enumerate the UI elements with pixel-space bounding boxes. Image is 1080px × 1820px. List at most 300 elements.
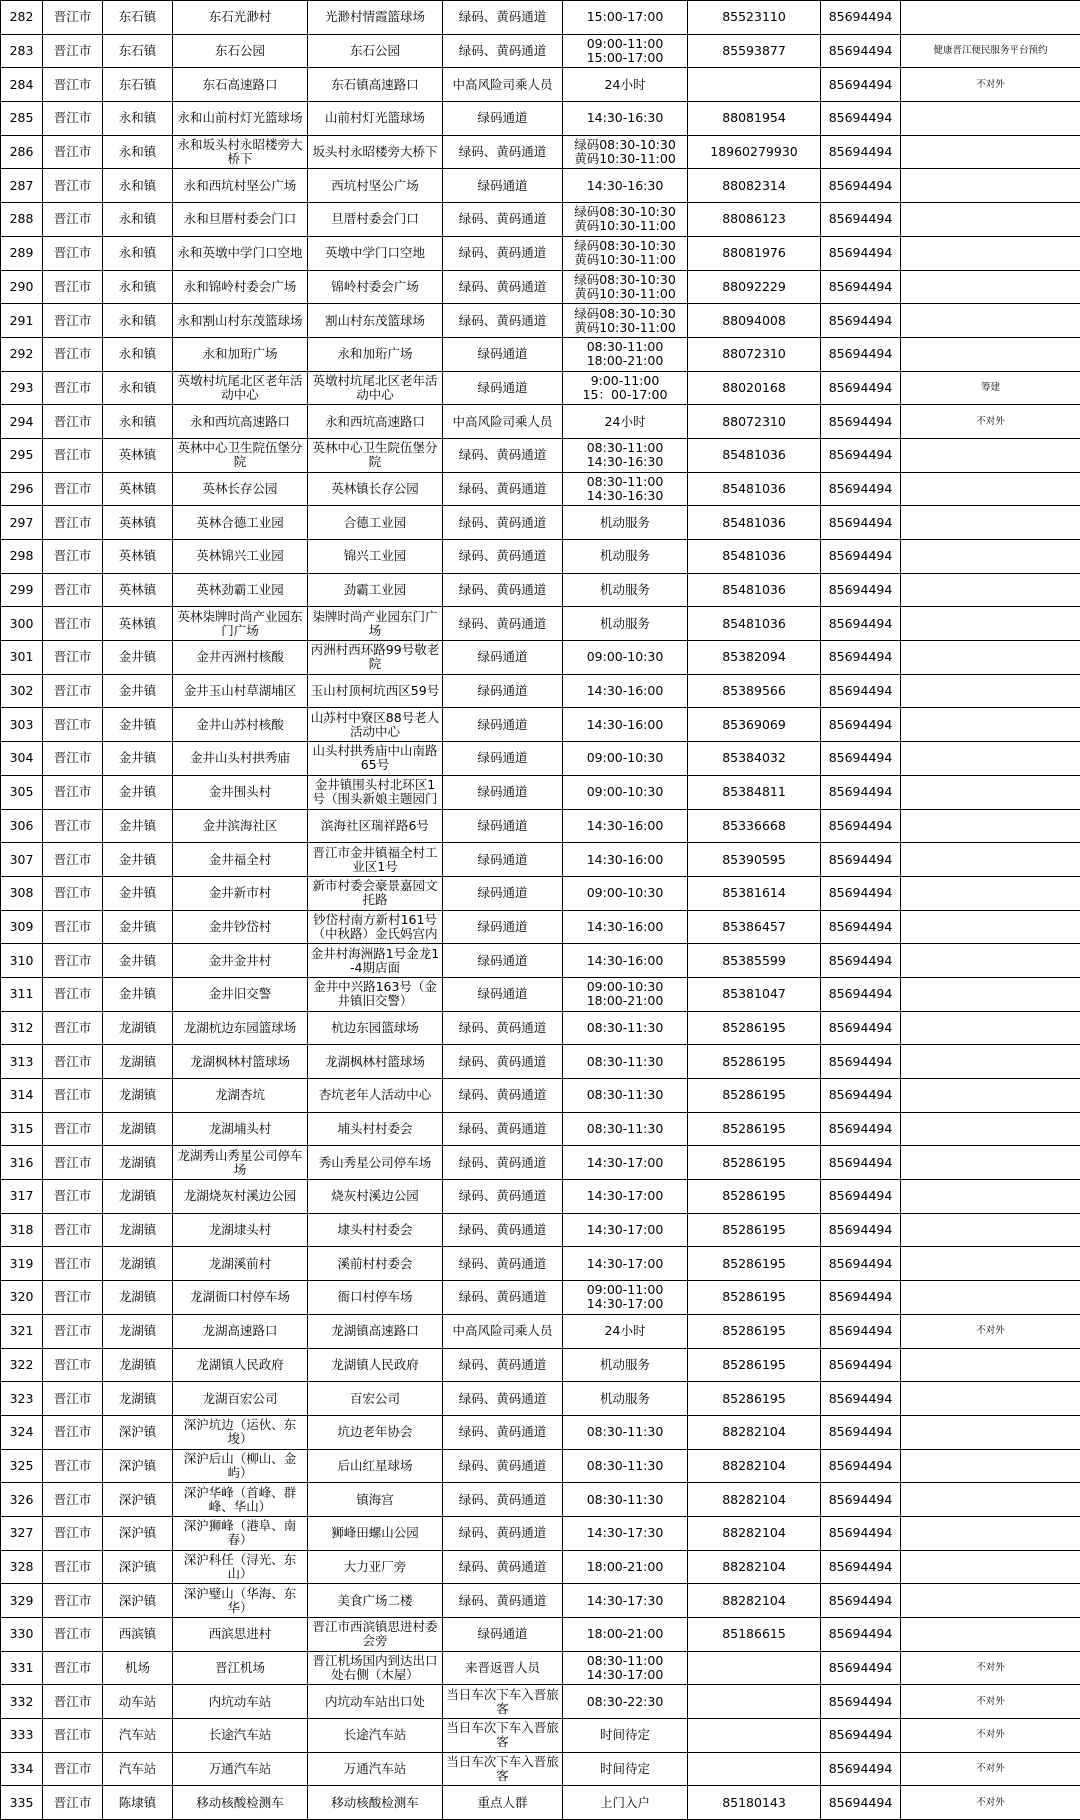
site-address-cell: 柒牌时尚产业园东门广场 — [308, 607, 443, 641]
town-cell: 龙湖镇 — [103, 1348, 173, 1382]
town-cell: 龙湖镇 — [103, 1079, 173, 1113]
supervision-phone-cell: 85694494 — [821, 1079, 901, 1113]
table-row — [1, 472, 1080, 506]
contact-phone-cell: 85286195 — [688, 1180, 821, 1214]
remark-cell — [901, 1584, 1080, 1618]
city-cell: 晋江市 — [43, 607, 103, 641]
city-cell: 晋江市 — [43, 68, 103, 102]
channel-type-cell: 绿码、黄码通道 — [443, 270, 563, 304]
channel-type-cell: 绿码、黄码通道 — [443, 540, 563, 574]
row-number-cell: 306 — [1, 809, 43, 843]
service-hours-cell: 24小时 — [563, 68, 688, 102]
site-address-cell: 永和西坑高速路口 — [308, 405, 443, 439]
town-cell: 深沪镇 — [103, 1449, 173, 1483]
remark-cell — [901, 1045, 1080, 1079]
table-row — [1, 438, 1080, 472]
site-name-cell: 永和西坑村坚公广场 — [173, 169, 308, 203]
service-hours-cell: 15:00-17:00 — [563, 1, 688, 35]
town-cell: 金井镇 — [103, 809, 173, 843]
site-name-cell: 龙湖杏坑 — [173, 1079, 308, 1113]
table-row — [1, 169, 1080, 203]
remark-cell — [901, 674, 1080, 708]
site-address-cell: 钞岱村南方新村161号（中秋路）金氏妈宫内 — [308, 910, 443, 944]
contact-phone-cell: 85481036 — [688, 573, 821, 607]
table-row — [1, 1348, 1080, 1382]
city-cell: 晋江市 — [43, 1651, 103, 1685]
site-name-cell: 金井玉山村草湖埔区 — [173, 674, 308, 708]
city-cell: 晋江市 — [43, 1516, 103, 1550]
city-cell: 晋江市 — [43, 843, 103, 877]
table-row — [1, 270, 1080, 304]
channel-type-cell: 绿码通道 — [443, 102, 563, 136]
remark-cell — [901, 472, 1080, 506]
contact-phone-cell: 85336668 — [688, 809, 821, 843]
remark-cell: 不对外 — [901, 1314, 1080, 1348]
remark-cell: 不对外 — [901, 1719, 1080, 1753]
remark-cell — [901, 1550, 1080, 1584]
site-name-cell: 龙湖衙口村停车场 — [173, 1281, 308, 1315]
row-number-cell: 326 — [1, 1483, 43, 1517]
table-row — [1, 1314, 1080, 1348]
service-hours-cell: 24小时 — [563, 1314, 688, 1348]
service-hours-cell: 14:30-17:00 — [563, 1213, 688, 1247]
site-name-cell: 深沪华峰（首峰、群峰、华山） — [173, 1483, 308, 1517]
contact-phone-cell: 85286195 — [688, 1314, 821, 1348]
channel-type-cell: 当日车次下车入晋旅客 — [443, 1685, 563, 1719]
table-row — [1, 1516, 1080, 1550]
remark-cell — [901, 876, 1080, 910]
channel-type-cell: 中高风险司乘人员 — [443, 405, 563, 439]
row-number-cell: 323 — [1, 1382, 43, 1416]
city-cell: 晋江市 — [43, 1584, 103, 1618]
table-row — [1, 1786, 1080, 1820]
site-name-cell: 永和旦厝村委会门口 — [173, 203, 308, 237]
supervision-phone-cell: 85694494 — [821, 169, 901, 203]
contact-phone-cell: 88081976 — [688, 236, 821, 270]
supervision-phone-cell: 85694494 — [821, 1483, 901, 1517]
channel-type-cell: 绿码通道 — [443, 674, 563, 708]
supervision-phone-cell: 85694494 — [821, 1213, 901, 1247]
row-number-cell: 334 — [1, 1752, 43, 1786]
site-name-cell: 金井围头村 — [173, 775, 308, 809]
table-row — [1, 843, 1080, 877]
remark-cell — [901, 944, 1080, 978]
town-cell: 永和镇 — [103, 169, 173, 203]
supervision-phone-cell: 85694494 — [821, 1247, 901, 1281]
supervision-phone-cell: 85694494 — [821, 944, 901, 978]
contact-phone-cell: 88072310 — [688, 337, 821, 371]
row-number-cell: 318 — [1, 1213, 43, 1247]
channel-type-cell: 绿码、黄码通道 — [443, 135, 563, 169]
channel-type-cell: 绿码、黄码通道 — [443, 1011, 563, 1045]
supervision-phone-cell: 85694494 — [821, 641, 901, 675]
remark-cell — [901, 102, 1080, 136]
town-cell: 龙湖镇 — [103, 1281, 173, 1315]
site-name-cell: 金井滨海社区 — [173, 809, 308, 843]
remark-cell — [901, 607, 1080, 641]
site-address-cell: 英墩村坑尾北区老年活动中心 — [308, 371, 443, 405]
service-hours-cell: 14:30-17:30 — [563, 1516, 688, 1550]
site-address-cell: 合德工业园 — [308, 506, 443, 540]
row-number-cell: 296 — [1, 472, 43, 506]
town-cell: 龙湖镇 — [103, 1180, 173, 1214]
channel-type-cell: 绿码、黄码通道 — [443, 1449, 563, 1483]
town-cell: 龙湖镇 — [103, 1247, 173, 1281]
city-cell: 晋江市 — [43, 742, 103, 776]
contact-phone-cell: 88282104 — [688, 1449, 821, 1483]
town-cell: 金井镇 — [103, 876, 173, 910]
supervision-phone-cell: 85694494 — [821, 34, 901, 68]
city-cell: 晋江市 — [43, 1146, 103, 1180]
city-cell: 晋江市 — [43, 1415, 103, 1449]
service-hours-cell: 08:30-11:00 14:30-17:00 — [563, 1651, 688, 1685]
city-cell: 晋江市 — [43, 1112, 103, 1146]
channel-type-cell: 绿码通道 — [443, 944, 563, 978]
contact-phone-cell: 85286195 — [688, 1281, 821, 1315]
service-hours-cell: 机动服务 — [563, 607, 688, 641]
channel-type-cell: 绿码、黄码通道 — [443, 1079, 563, 1113]
city-cell: 晋江市 — [43, 102, 103, 136]
service-hours-cell: 09:00-10:30 — [563, 641, 688, 675]
contact-phone-cell: 85386457 — [688, 910, 821, 944]
remark-cell: 不对外 — [901, 1752, 1080, 1786]
site-address-cell: 镇海宫 — [308, 1483, 443, 1517]
table-row — [1, 1045, 1080, 1079]
contact-phone-cell: 88072310 — [688, 405, 821, 439]
row-number-cell: 317 — [1, 1180, 43, 1214]
site-name-cell: 金井钞岱村 — [173, 910, 308, 944]
channel-type-cell: 绿码通道 — [443, 809, 563, 843]
service-hours-cell: 14:30-17:00 — [563, 1247, 688, 1281]
table-row — [1, 1213, 1080, 1247]
site-address-cell: 美食广场二楼 — [308, 1584, 443, 1618]
service-hours-cell: 08:30-11:30 — [563, 1045, 688, 1079]
table-row — [1, 1685, 1080, 1719]
supervision-phone-cell: 85694494 — [821, 1786, 901, 1820]
site-address-cell: 晋江市西滨镇思进村委会旁 — [308, 1618, 443, 1652]
service-hours-cell: 18:00-21:00 — [563, 1618, 688, 1652]
remark-cell — [901, 304, 1080, 338]
remark-cell — [901, 1449, 1080, 1483]
city-cell: 晋江市 — [43, 1550, 103, 1584]
channel-type-cell: 绿码通道 — [443, 876, 563, 910]
table-row — [1, 1752, 1080, 1786]
remark-cell — [901, 236, 1080, 270]
site-address-cell: 秀山秀星公司停车场 — [308, 1146, 443, 1180]
remark-cell — [901, 910, 1080, 944]
site-address-cell: 玉山村顶柯坑西区59号 — [308, 674, 443, 708]
channel-type-cell: 绿码、黄码通道 — [443, 1112, 563, 1146]
supervision-phone-cell: 85694494 — [821, 270, 901, 304]
city-cell: 晋江市 — [43, 1, 103, 35]
row-number-cell: 311 — [1, 977, 43, 1011]
service-hours-cell: 14:30-16:00 — [563, 809, 688, 843]
table-row — [1, 1281, 1080, 1315]
city-cell: 晋江市 — [43, 1180, 103, 1214]
service-hours-cell: 24小时 — [563, 405, 688, 439]
city-cell: 晋江市 — [43, 641, 103, 675]
channel-type-cell: 绿码、黄码通道 — [443, 506, 563, 540]
remark-cell — [901, 135, 1080, 169]
supervision-phone-cell: 85694494 — [821, 438, 901, 472]
town-cell: 龙湖镇 — [103, 1314, 173, 1348]
service-hours-cell: 14:30-16:00 — [563, 674, 688, 708]
contact-phone-cell: 85523110 — [688, 1, 821, 35]
table-row — [1, 809, 1080, 843]
channel-type-cell: 绿码、黄码通道 — [443, 203, 563, 237]
town-cell: 永和镇 — [103, 135, 173, 169]
contact-phone-cell: 88094008 — [688, 304, 821, 338]
town-cell: 龙湖镇 — [103, 1112, 173, 1146]
service-hours-cell: 时间待定 — [563, 1719, 688, 1753]
remark-cell — [901, 1516, 1080, 1550]
site-address-cell: 后山红星球场 — [308, 1449, 443, 1483]
contact-phone-cell: 88020168 — [688, 371, 821, 405]
town-cell: 永和镇 — [103, 270, 173, 304]
site-address-cell: 杭边东园篮球场 — [308, 1011, 443, 1045]
service-hours-cell: 机动服务 — [563, 1382, 688, 1416]
supervision-phone-cell: 85694494 — [821, 540, 901, 574]
row-number-cell: 293 — [1, 371, 43, 405]
site-name-cell: 东石公园 — [173, 34, 308, 68]
town-cell: 深沪镇 — [103, 1584, 173, 1618]
city-cell: 晋江市 — [43, 34, 103, 68]
table-row — [1, 1483, 1080, 1517]
town-cell: 深沪镇 — [103, 1483, 173, 1517]
site-name-cell: 永和坂头村永昭楼旁大桥下 — [173, 135, 308, 169]
site-address-cell: 山头村拱秀庙中山南路65号 — [308, 742, 443, 776]
service-hours-cell: 09:00-10:30 18:00-21:00 — [563, 977, 688, 1011]
site-name-cell: 英林柒牌时尚产业园东门广场 — [173, 607, 308, 641]
service-hours-cell: 绿码08:30-10:30 黄码10:30-11:00 — [563, 135, 688, 169]
table-row — [1, 1079, 1080, 1113]
channel-type-cell: 绿码通道 — [443, 708, 563, 742]
contact-phone-cell: 85481036 — [688, 472, 821, 506]
service-hours-cell: 机动服务 — [563, 573, 688, 607]
channel-type-cell: 绿码通道 — [443, 977, 563, 1011]
site-name-cell: 深沪狮峰（港阜、南春） — [173, 1516, 308, 1550]
supervision-phone-cell: 85694494 — [821, 1314, 901, 1348]
site-name-cell: 金井丙洲村核酸 — [173, 641, 308, 675]
town-cell: 金井镇 — [103, 843, 173, 877]
service-hours-cell: 14:30-17:30 — [563, 1584, 688, 1618]
site-name-cell: 深沪科任（浔光、东山） — [173, 1550, 308, 1584]
channel-type-cell: 绿码通道 — [443, 371, 563, 405]
contact-phone-cell: 85180143 — [688, 1786, 821, 1820]
row-number-cell: 297 — [1, 506, 43, 540]
contact-phone-cell — [688, 1685, 821, 1719]
remark-cell — [901, 1618, 1080, 1652]
remark-cell — [901, 708, 1080, 742]
service-hours-cell: 18:00-21:00 — [563, 1550, 688, 1584]
channel-type-cell: 绿码通道 — [443, 169, 563, 203]
channel-type-cell: 当日车次下车入晋旅客 — [443, 1752, 563, 1786]
remark-cell: 筹建 — [901, 371, 1080, 405]
row-number-cell: 308 — [1, 876, 43, 910]
site-name-cell: 永和割山村东茂篮球场 — [173, 304, 308, 338]
row-number-cell: 309 — [1, 910, 43, 944]
city-cell: 晋江市 — [43, 1719, 103, 1753]
table-row — [1, 977, 1080, 1011]
service-hours-cell: 09:00-11:00 14:30-17:00 — [563, 1281, 688, 1315]
table-row — [1, 371, 1080, 405]
town-cell: 龙湖镇 — [103, 1011, 173, 1045]
town-cell: 英林镇 — [103, 607, 173, 641]
channel-type-cell: 绿码通道 — [443, 1618, 563, 1652]
town-cell: 金井镇 — [103, 775, 173, 809]
site-address-cell: 永和加珩广场 — [308, 337, 443, 371]
table-row — [1, 1112, 1080, 1146]
channel-type-cell: 绿码通道 — [443, 337, 563, 371]
town-cell: 金井镇 — [103, 910, 173, 944]
supervision-phone-cell: 85694494 — [821, 506, 901, 540]
site-name-cell: 永和英墩中学门口空地 — [173, 236, 308, 270]
remark-cell: 不对外 — [901, 405, 1080, 439]
site-name-cell: 英林劲霸工业园 — [173, 573, 308, 607]
supervision-phone-cell: 85694494 — [821, 135, 901, 169]
site-address-cell: 光渺村情霞篮球场 — [308, 1, 443, 35]
service-hours-cell: 09:00-10:30 — [563, 775, 688, 809]
remark-cell — [901, 203, 1080, 237]
row-number-cell: 315 — [1, 1112, 43, 1146]
channel-type-cell: 绿码、黄码通道 — [443, 1348, 563, 1382]
town-cell: 西滨镇 — [103, 1618, 173, 1652]
channel-type-cell: 绿码、黄码通道 — [443, 1584, 563, 1618]
supervision-phone-cell: 85694494 — [821, 607, 901, 641]
table-row — [1, 102, 1080, 136]
row-number-cell: 304 — [1, 742, 43, 776]
table-row — [1, 1719, 1080, 1753]
channel-type-cell: 绿码、黄码通道 — [443, 304, 563, 338]
site-name-cell: 深沪坑边（运伙、东埈） — [173, 1415, 308, 1449]
row-number-cell: 325 — [1, 1449, 43, 1483]
supervision-phone-cell: 85694494 — [821, 1550, 901, 1584]
row-number-cell: 285 — [1, 102, 43, 136]
town-cell: 永和镇 — [103, 337, 173, 371]
town-cell: 汽车站 — [103, 1719, 173, 1753]
row-number-cell: 322 — [1, 1348, 43, 1382]
service-hours-cell: 08:30-11:30 — [563, 1112, 688, 1146]
row-number-cell: 333 — [1, 1719, 43, 1753]
remark-cell — [901, 573, 1080, 607]
remark-cell — [901, 506, 1080, 540]
town-cell: 英林镇 — [103, 472, 173, 506]
supervision-phone-cell: 85694494 — [821, 674, 901, 708]
row-number-cell: 283 — [1, 34, 43, 68]
contact-phone-cell — [688, 1719, 821, 1753]
supervision-phone-cell: 85694494 — [821, 102, 901, 136]
table-row — [1, 1449, 1080, 1483]
remark-cell — [901, 438, 1080, 472]
table-row — [1, 203, 1080, 237]
row-number-cell: 302 — [1, 674, 43, 708]
channel-type-cell: 绿码、黄码通道 — [443, 1213, 563, 1247]
remark-cell — [901, 1079, 1080, 1113]
contact-phone-cell: 85381614 — [688, 876, 821, 910]
site-address-cell: 龙湖镇高速路口 — [308, 1314, 443, 1348]
service-hours-cell: 14:30-16:00 — [563, 843, 688, 877]
supervision-phone-cell: 85694494 — [821, 876, 901, 910]
city-cell: 晋江市 — [43, 506, 103, 540]
contact-phone-cell: 85481036 — [688, 438, 821, 472]
contact-phone-cell: 85593877 — [688, 34, 821, 68]
channel-type-cell: 中高风险司乘人员 — [443, 68, 563, 102]
remark-cell — [901, 1213, 1080, 1247]
contact-phone-cell: 85381047 — [688, 977, 821, 1011]
table-row — [1, 910, 1080, 944]
channel-type-cell: 绿码、黄码通道 — [443, 1415, 563, 1449]
site-name-cell: 永和锦岭村委会广场 — [173, 270, 308, 304]
site-address-cell: 万通汽车站 — [308, 1752, 443, 1786]
town-cell: 陈埭镇 — [103, 1786, 173, 1820]
city-cell: 晋江市 — [43, 1685, 103, 1719]
remark-cell — [901, 977, 1080, 1011]
table-row — [1, 775, 1080, 809]
remark-cell — [901, 742, 1080, 776]
town-cell: 永和镇 — [103, 405, 173, 439]
city-cell: 晋江市 — [43, 944, 103, 978]
supervision-phone-cell: 85694494 — [821, 1618, 901, 1652]
site-address-cell: 英墩中学门口空地 — [308, 236, 443, 270]
channel-type-cell: 绿码、黄码通道 — [443, 1146, 563, 1180]
row-number-cell: 287 — [1, 169, 43, 203]
supervision-phone-cell: 85694494 — [821, 977, 901, 1011]
service-hours-cell: 08:30-11:30 — [563, 1449, 688, 1483]
city-cell: 晋江市 — [43, 236, 103, 270]
contact-phone-cell: 85481036 — [688, 540, 821, 574]
supervision-phone-cell: 85694494 — [821, 1180, 901, 1214]
site-address-cell: 旦厝村委会门口 — [308, 203, 443, 237]
row-number-cell: 289 — [1, 236, 43, 270]
service-hours-cell: 09:00-10:30 — [563, 742, 688, 776]
site-address-cell: 东石公园 — [308, 34, 443, 68]
site-name-cell: 金井金井村 — [173, 944, 308, 978]
site-address-cell: 衙口村停车场 — [308, 1281, 443, 1315]
site-address-cell: 烧灰村溪边公园 — [308, 1180, 443, 1214]
table-row — [1, 641, 1080, 675]
supervision-phone-cell: 85694494 — [821, 1348, 901, 1382]
row-number-cell: 331 — [1, 1651, 43, 1685]
site-name-cell: 金井新市村 — [173, 876, 308, 910]
supervision-phone-cell: 85694494 — [821, 1146, 901, 1180]
channel-type-cell: 当日车次下车入晋旅客 — [443, 1719, 563, 1753]
row-number-cell: 291 — [1, 304, 43, 338]
service-hours-cell: 09:00-11:00 15:00-17:00 — [563, 34, 688, 68]
service-hours-cell: 14:30-16:00 — [563, 910, 688, 944]
site-name-cell: 龙湖百宏公司 — [173, 1382, 308, 1416]
table-row — [1, 607, 1080, 641]
table-row — [1, 944, 1080, 978]
site-address-cell: 山前村灯光篮球场 — [308, 102, 443, 136]
town-cell: 永和镇 — [103, 371, 173, 405]
city-cell: 晋江市 — [43, 203, 103, 237]
table-row — [1, 337, 1080, 371]
table-row — [1, 1584, 1080, 1618]
site-name-cell: 长途汽车站 — [173, 1719, 308, 1753]
remark-cell — [901, 1415, 1080, 1449]
town-cell: 龙湖镇 — [103, 1146, 173, 1180]
service-hours-cell: 14:30-16:00 — [563, 944, 688, 978]
supervision-phone-cell: 85694494 — [821, 573, 901, 607]
table-row — [1, 1618, 1080, 1652]
supervision-phone-cell: 85694494 — [821, 775, 901, 809]
contact-phone-cell: 88282104 — [688, 1516, 821, 1550]
remark-cell — [901, 1146, 1080, 1180]
remark-cell — [901, 1011, 1080, 1045]
city-cell: 晋江市 — [43, 1213, 103, 1247]
table-row — [1, 304, 1080, 338]
channel-type-cell: 重点人群 — [443, 1786, 563, 1820]
